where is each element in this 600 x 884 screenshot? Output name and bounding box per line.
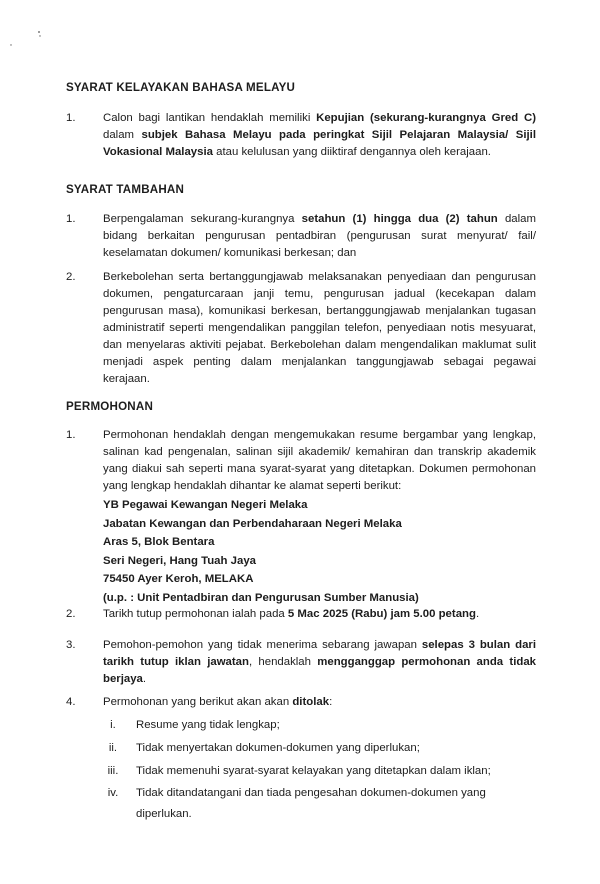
rejection-subitem-number: iv. [107,787,119,799]
tambahan-item-1-number: 1. [66,213,76,225]
kelayakan-item-1-number: 1. [66,112,76,124]
address-line: Aras 5, Blok Bentara [103,536,215,549]
address-line: (u.p. : Unit Pentadbiran dan Pengurusan Sumber Manusia) [103,591,419,604]
heading-permohonan: PERMOHONAN [66,400,154,413]
permohonan-item-1-text: Permohonan hendaklah dengan mengemukakan resume bergambar yang lengkap, salinan kad pengenalan, salinan sijil akademik/ kemahiran dan transkrip akademik yang diakui sah seperti mana syarat-syarat yang ditetapkan. Dokumen permohonan yang lengkap hendaklah dihantar ke alamat seperti berikut: [103,429,536,492]
mailing-address [103,496,536,608]
scan-specks [8,28,48,52]
address-line: Seri Negeri, Hang Tuah Jaya [103,554,256,567]
tambahan-item-2-text: Berkebolehan serta bertanggungjawab melaksanakan penyediaan dan pengurusan dokumen, pengaturcaraan janji temu, pengurusan jadual (kecekapan dalam pengurusan masa), komunikasi berkesan, bertanggungjawab menjalankan tugasan administratif seperti mengendalikan panggilan telefon, penyediaan notis mesyuarat, dan menyelaras aktiviti pejabat. Berkebolehan dalam mengendalikan maklumat sulit menjadi aspek penting dalam menjalankan tanggungjawab sebagai pegawai kerajaan. [103,271,536,385]
rejection-subitem-text: Tidak menyertakan dokumen-dokumen yang diperlukan; [136,742,420,754]
permohonan-item-2-number: 2. [66,608,76,620]
rejection-subitem-text: Tidak memenuhi syarat-syarat kelayakan yang ditetapkan dalam iklan; [136,765,491,777]
address-line: Jabatan Kewangan dan Perbendaharaan Negeri Melaka [103,517,402,530]
address-line: YB Pegawai Kewangan Negeri Melaka [103,499,308,511]
tambahan-item-2-number: 2. [66,271,76,283]
rejection-subitem-text: Tidak ditandatangani dan tiada pengesahan dokumen-dokumen yang diperlukan. [136,787,486,820]
permohonan-item-3-text: Pemohon-pemohon yang tidak menerima sebarang jawapan selepas 3 bulan dari tarikh tutup iklan jawatan, hendaklah mengganggap permohonan anda tidak berjaya. [103,639,537,685]
rejection-subitem-number: i. [110,719,116,731]
permohonan-item-4-text: Permohonan yang berikut akan akan ditolak: [103,696,333,708]
rejection-subitem-number: iii. [107,765,119,777]
permohonan-item-3-number: 3. [66,639,76,651]
address-line: 75450 Ayer Keroh, MELAKA [103,573,254,586]
permohonan-item-4-number: 4. [66,696,76,708]
rejection-subitem-text: Resume yang tidak lengkap; [136,719,280,731]
rejection-subitem-number: ii. [108,742,118,754]
heading-syarat-kelayakan: SYARAT KELAYAKAN BAHASA MELAYU [66,81,296,94]
kelayakan-item-1-text: Calon bagi lantikan hendaklah memiliki Kepujian (sekurang-kurangnya Gred C) dalam subjek Bahasa Melayu pada peringkat Sijil Pelajaran Malaysia/ Sijil Vokasional Malaysia atau kelulusan yang diiktiraf dengannya oleh kerajaan. [103,112,536,158]
permohonan-item-1-number: 1. [66,429,76,441]
heading-syarat-tambahan: SYARAT TAMBAHAN [66,183,185,196]
tambahan-item-1-text: Berpengalaman sekurang-kurangnya setahun (1) hingga dua (2) tahun dalam bidang berkaitan pengurusan pentadbiran (pengurusan surat menyurat/ fail/ keselamatan dokumen/ komunikasi berkesan; dan [103,213,536,259]
permohonan-item-2-text: Tarikh tutup permohonan ialah pada 5 Mac 2025 (Rabu) jam 5.00 petang. [103,608,480,620]
